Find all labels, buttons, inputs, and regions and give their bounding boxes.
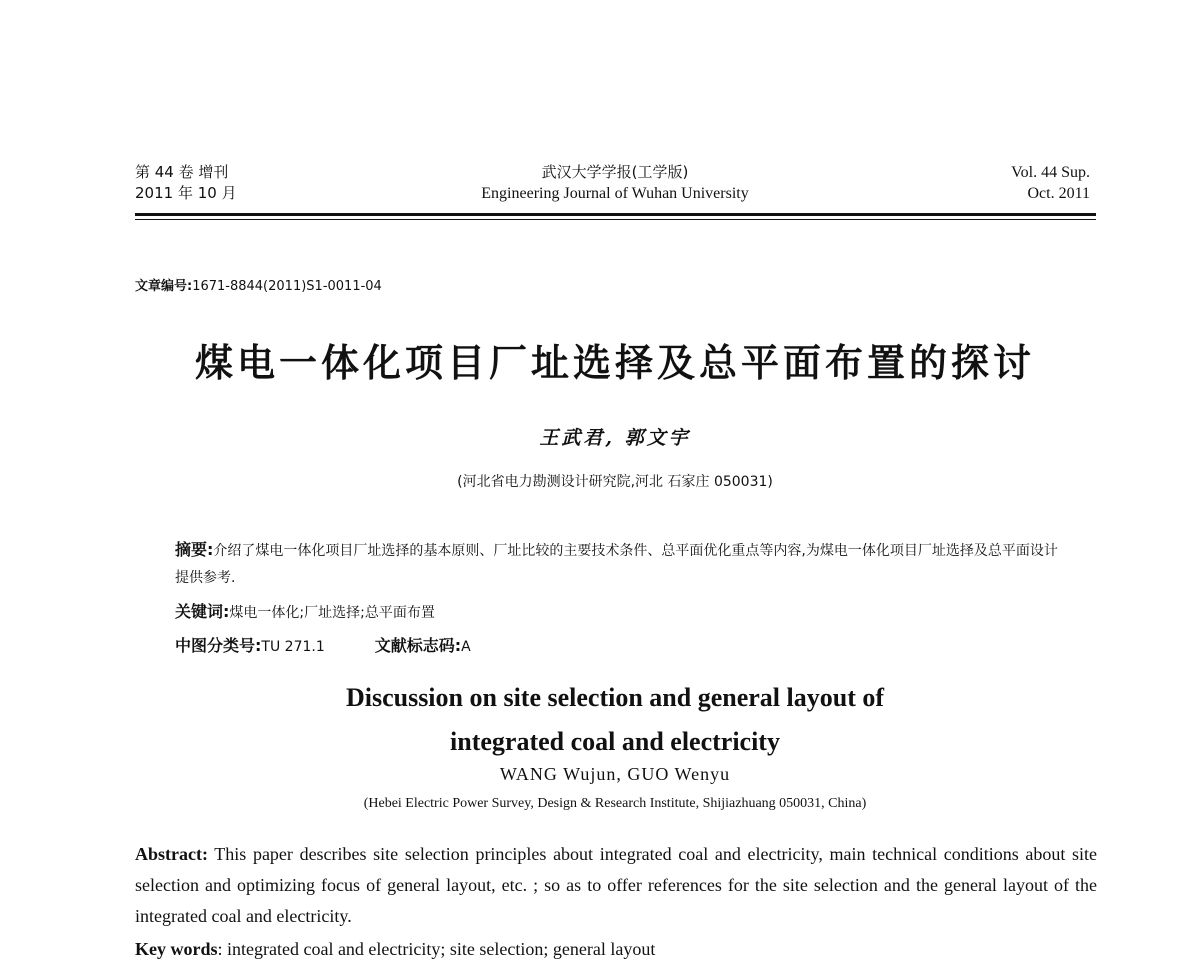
keywords-cn-text: 煤电一体化;厂址选择;总平面布置	[229, 605, 435, 621]
doc-code-value: A	[461, 639, 471, 655]
keywords-en-label: Key words	[135, 939, 218, 959]
date-cn: 2011 年 10 月	[135, 184, 237, 202]
abstract-cn	[175, 536, 1065, 592]
affiliation-cn: (河北省电力勘测设计研究院,河北 石家庄 050031)	[457, 474, 773, 490]
header-rule-thick	[135, 213, 1096, 216]
title-en-line1: Discussion on site selection and general layout of	[345, 683, 885, 712]
affiliation-en: (Hebei Electric Power Survey, Design & Research Institute, Shijiazhuang 050031, China)	[363, 796, 867, 811]
classification-line	[175, 633, 1065, 656]
title-en-line2: integrated coal and electricity	[450, 727, 780, 756]
keywords-cn	[175, 599, 1065, 622]
article-number-value: 1671-8844(2011)S1-0011-04	[192, 279, 382, 294]
volume-en: Vol. 44 Sup.	[1011, 164, 1090, 181]
keywords-cn-label: 关键词:	[175, 602, 230, 621]
date-en: Oct. 2011	[1027, 185, 1090, 202]
abstract-en-label: Abstract:	[135, 844, 208, 864]
doc-code-label: 文献标志码:	[374, 636, 462, 655]
abstract-en	[135, 839, 1097, 932]
authors-en: WANG Wujun, GUO Wenyu	[499, 764, 731, 784]
title-cn: 煤电一体化项目厂址选择及总平面布置的探讨	[194, 341, 1035, 385]
article-number	[135, 275, 382, 294]
volume-cn: 第 44 卷 增刊	[135, 163, 229, 181]
abstract-en-text: This paper describes site selection principles about integrated coal and electricity, main technical conditions about site selection and optimizing focus of general layout, etc. ; so as to offer references for the site selection and the general layout of the integrated coal and electricity.	[135, 844, 1097, 926]
keywords-en-text: : integrated coal and electricity; site selection; general layout	[217, 939, 656, 959]
title-en	[150, 676, 1080, 764]
journal-header-right	[1011, 162, 1090, 204]
clc-value: TU 271.1	[261, 639, 325, 655]
journal-name-en: Engineering Journal of Wuhan University	[481, 185, 749, 202]
journal-header-center	[400, 162, 830, 204]
journal-header-left	[135, 162, 237, 204]
article-number-label: 文章编号:	[135, 279, 193, 294]
abstract-cn-text: 介绍了煤电一体化项目厂址选择的基本原则、厂址比较的主要技术条件、总平面优化重点等内容,为煤电一体化项目厂址选择及总平面设计提供参考.	[175, 543, 1058, 586]
journal-name-cn: 武汉大学学报(工学版)	[541, 163, 689, 181]
clc-label: 中图分类号:	[175, 636, 262, 655]
keywords-en	[135, 934, 1097, 965]
authors-cn: 王武君, 郭文宇	[539, 427, 691, 449]
abstract-cn-label: 摘要:	[175, 540, 214, 559]
header-rule-thin	[135, 219, 1096, 220]
